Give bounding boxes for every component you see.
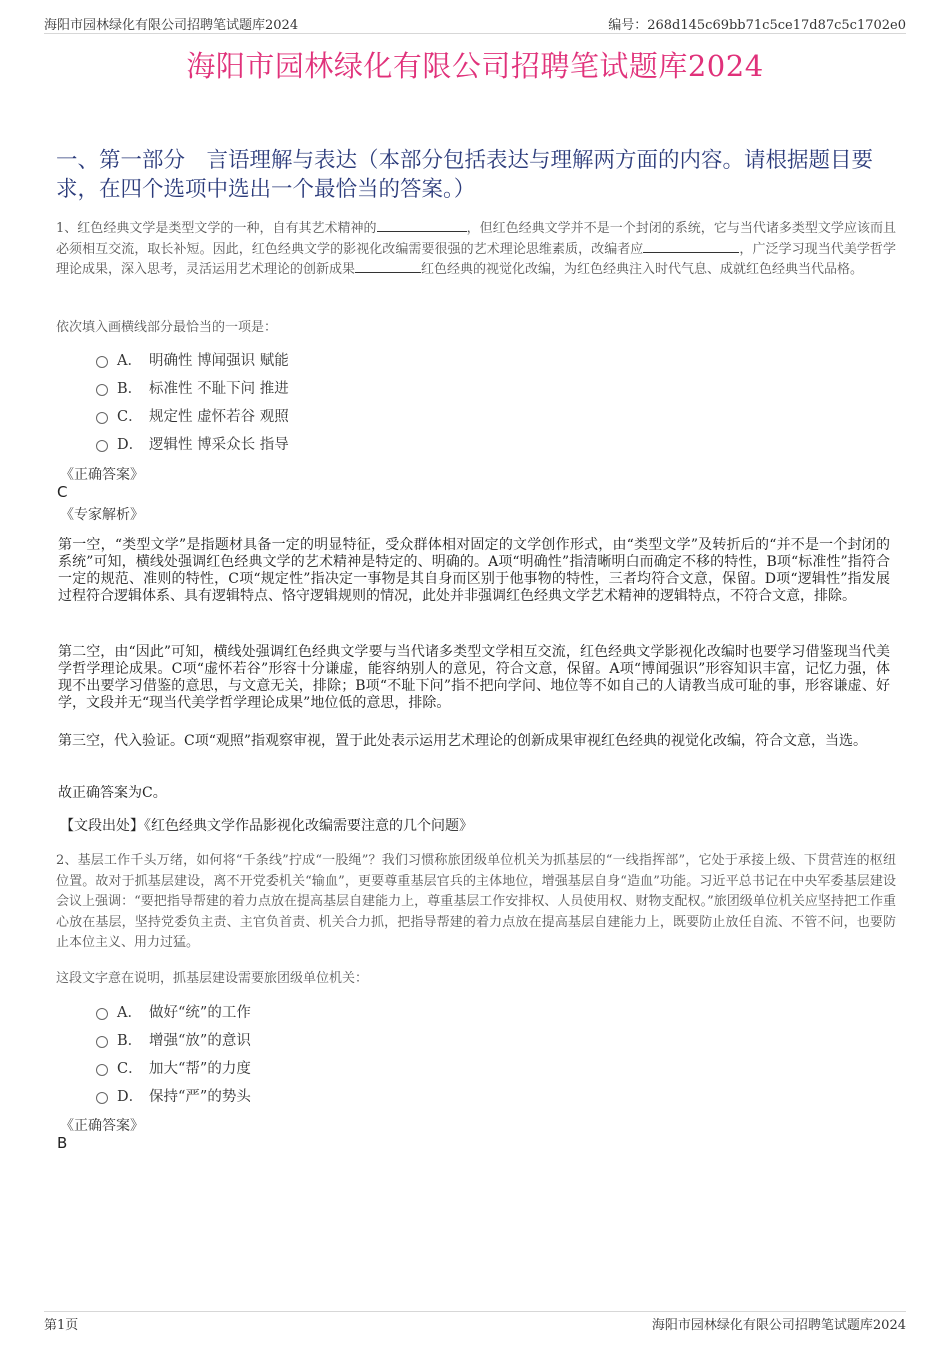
- option-letter: D．: [117, 1089, 144, 1105]
- option-letter: A．: [117, 1005, 142, 1021]
- question-2-text: 2、基层工作千头万绪，如何将“千条线”拧成“一股绳”？我们习惯称旅团级单位机关为抓基层的“一线指挥部”，它处于承接上级、下贯营连的枢纽位置。故对于抓基层建设，离不开党委机关“输血”，更要尊重基层官兵的主体地位，增强基层自身“造血”功能。习近平总书记在中央军委基层建设会议上强调：“要把指导帮建的着力点放在提高基层自建能力上，尊重基层工作安排权、人员使用权、财物支配权。”旅团级单位机关应坚持把工作重心放在基层，坚持党委负主责、主官负首责、机关合力抓，把指导帮建的着力点放在提高基层自建能力上，既要防止放任自流、不管不问，也要防止本位主义、用力过猛。: [56, 853, 896, 950]
- radio-icon[interactable]: [96, 384, 108, 396]
- fill-blank-2: [643, 241, 739, 253]
- radio-icon[interactable]: [96, 1064, 108, 1076]
- radio-icon[interactable]: [96, 412, 108, 424]
- option-text: 增强“放”的意识: [149, 1033, 251, 1049]
- header-doc-title: 海阳市园林绿化有限公司招聘笔试题库2024: [44, 18, 299, 33]
- section-title: 一、第一部分 言语理解与表达（本部分包括表达与理解两方面的内容。请根据题目要求，在四个选项中选出一个最恰当的答案。）: [56, 148, 874, 202]
- explanation-paragraph: 第三空，代入验证。C项“观照”指观察审视，置于此处表示运用艺术理论的创新成果审视红色经典的视觉化改编，符合文意，当选。: [58, 733, 868, 749]
- source-citation: 【文段出处】《红色经典文学作品影视化改编需要注意的几个问题》: [60, 818, 473, 834]
- option-text: 做好“统”的工作: [149, 1005, 251, 1021]
- question-1-text-part: ，广泛学习现当代美学哲学理论成果，深入思考，灵活运用艺术理论的创新成果: [56, 241, 896, 277]
- explanation-paragraph: 第二空，由“因此”可知，横线处强调红色经典文学要与当代诸多类型文学相互交流，红色经典文学影视化改编时也要学习借鉴现当代美学哲学理论成果。C项“虚怀若谷”形容十分谦虚，能容纳别人的意见，符合文意，保留。A项“博闻强识”形容知识丰富，记忆力强，体现不出要学习借鉴的意思，与文意无关，排除；B项“不耻下问”指不把向学问、地位等不如自己的人请教当成可耻的事，形容谦虚、好学，文段并无“现当代美学哲学理论成果”地位低的意思，排除。: [58, 644, 890, 711]
- answer-value: B: [57, 1134, 68, 1152]
- page-number: 第1页: [44, 1318, 79, 1333]
- question-1-text-part: 红色经典的视觉化改编，为红色经典注入时代气息、成就红色经典当代品格。: [421, 262, 864, 277]
- radio-icon[interactable]: [96, 1092, 108, 1104]
- option-1-b[interactable]: [96, 377, 289, 398]
- option-letter: C．: [117, 409, 143, 425]
- option-text: 保持“严”的势头: [149, 1089, 251, 1105]
- page-title: 海阳市园林绿化有限公司招聘笔试题库2024: [186, 49, 764, 83]
- question-1-text-part: ，但红色经典文学并不是一个封闭的系统，它与当代诸多类型文学应该而且必须相互交流，取长补短。因此，红色经典文学的影视化改编需要很强的艺术理论思维素质，改编者应: [56, 221, 896, 257]
- option-text: 明确性 博闻强识 赋能: [149, 353, 289, 369]
- option-2-a[interactable]: [96, 1001, 251, 1022]
- header-doc-id: 编号：268d145c69bb71c5ce17d87c5c1702e0: [608, 18, 906, 33]
- option-1-a[interactable]: [96, 349, 289, 370]
- question-2-stem: 这段文字意在说明，抓基层建设需要旅团级单位机关：: [56, 971, 369, 986]
- option-1-d[interactable]: [96, 433, 289, 454]
- option-text: 加大“帮”的力度: [149, 1061, 251, 1077]
- option-letter: D．: [117, 437, 144, 453]
- question-1-text-part: 1、红色经典文学是类型文学的一种，自有其艺术精神的: [56, 221, 377, 236]
- footer-doc-title: 海阳市园林绿化有限公司招聘笔试题库2024: [651, 1318, 906, 1333]
- footer-divider: [44, 1311, 906, 1312]
- option-letter: B．: [117, 1033, 143, 1049]
- option-2-b[interactable]: [96, 1029, 251, 1050]
- header-divider: [44, 33, 906, 34]
- explanation-paragraph: 第一空，“类型文学”是指题材具备一定的明显特征，受众群体相对固定的文学创作形式，由“类型文学”及转折后的“并不是一个封闭的系统”可知，横线处强调红色经典文学的艺术精神是特定的、明确的。A项“明确性”指清晰明白而确定不移的特性，B项“标准性”指符合一定的规范、准则的特性，C项“规定性”指决定一事物是其自身而区别于他事物的特性，三者均符合文意，保留。D项“逻辑性”指发展过程符合逻辑体系、具有逻辑特点、恪守逻辑规则的情况，此处并非强调红色经典文学艺术精神的逻辑特点，不符合文意，排除。: [58, 537, 890, 604]
- option-text: 规定性 虚怀若谷 观照: [149, 409, 289, 425]
- question-1-stem: 依次填入画横线部分最恰当的一项是：: [56, 320, 278, 335]
- option-2-d[interactable]: [96, 1085, 251, 1106]
- radio-icon[interactable]: [96, 440, 108, 452]
- option-text: 逻辑性 博采众长 指导: [149, 437, 289, 453]
- option-text: 标准性 不耻下问 推进: [149, 381, 289, 397]
- radio-icon[interactable]: [96, 1008, 108, 1020]
- answer-label: 《正确答案》: [60, 1118, 144, 1134]
- analysis-label: 《专家解析》: [60, 507, 144, 523]
- option-1-c[interactable]: [96, 405, 289, 426]
- option-letter: B．: [117, 381, 143, 397]
- answer-value: C: [57, 483, 68, 501]
- option-letter: C．: [117, 1061, 143, 1077]
- radio-icon[interactable]: [96, 1036, 108, 1048]
- fill-blank-3: [355, 261, 421, 273]
- question-1-text: [56, 219, 896, 281]
- radio-icon[interactable]: [96, 356, 108, 368]
- fill-blank-1: [377, 220, 467, 232]
- option-2-c[interactable]: [96, 1057, 251, 1078]
- explanation-conclusion: 故正确答案为C。: [58, 785, 167, 801]
- answer-label: 《正确答案》: [60, 467, 144, 483]
- option-letter: A．: [117, 353, 142, 369]
